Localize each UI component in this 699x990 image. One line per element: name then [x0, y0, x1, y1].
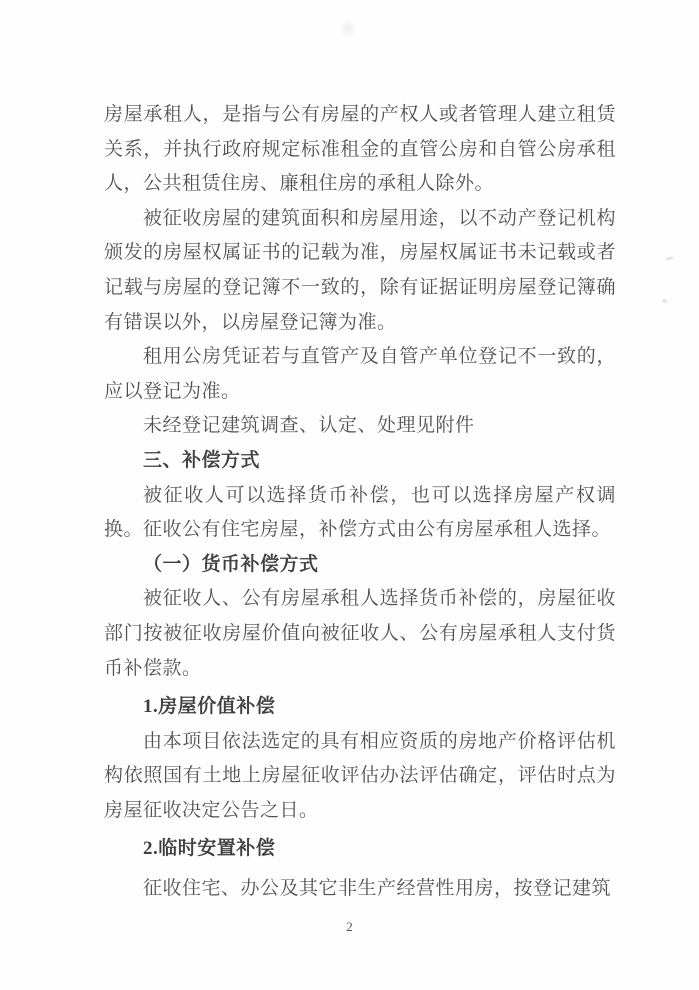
scan-smudge-artifact	[340, 18, 356, 40]
paragraph-monetary-compensation-payment: 被征收人、公有房屋承租人选择货币补偿的，房屋征收部门按被征收房屋价值向被征收人、公有房屋承租人支付货币补偿款。	[104, 588, 616, 679]
heading-house-value-compensation: 1.房屋价值补偿	[143, 696, 276, 718]
page-number: 2	[346, 919, 353, 934]
paragraph-building-area-registration: 被征收房屋的建筑面积和房屋用途，以不动产登记机构颁发的房屋权属证书的记载为准，房屋权属证书未记载或者记载与房屋的登记簿不一致的，除有证据证明房屋登记簿确有错误以外，以房屋登记簿为准。	[104, 207, 616, 333]
paragraph-house-value-assessment: 由本项目依法选定的具有相应资质的房地产价格评估机构依照国有土地上房屋征收评估办法评估确定，评估时点为房屋征收决定公告之日。	[104, 730, 616, 821]
heading-compensation-methods: 三、补偿方式	[143, 449, 261, 471]
paragraph-public-housing-certificate: 租用公房凭证若与直管产及自管产单位登记不一致的，应以登记为准。	[104, 346, 616, 402]
document-body	[104, 98, 616, 907]
paragraph-temporary-resettlement-start: 征收住宅、办公及其它非生产经营性用房，按登记建筑	[143, 878, 612, 900]
paragraph-unregistered-buildings-note: 未经登记建筑调查、认定、处理见附件	[143, 415, 475, 437]
heading-monetary-compensation: （一）货币补偿方式	[143, 553, 319, 575]
paragraph-compensation-choice: 被征收人可以选择货币补偿，也可以选择房屋产权调换。征收公有住宅房屋，补偿方式由公有房屋承租人选择。	[104, 484, 616, 541]
paragraph-housing-tenant-definition: 房屋承租人，是指与公有房屋的产权人或者管理人建立租赁关系，并执行政府规定标准租金的直管公房和自管公房承租人，公共租赁住房、廉租住房的承租人除外。	[104, 104, 616, 195]
scan-speck-artifact	[666, 257, 673, 261]
heading-temporary-resettlement-compensation: 2.临时安置补偿	[143, 838, 276, 860]
scan-speck-artifact	[662, 299, 668, 304]
